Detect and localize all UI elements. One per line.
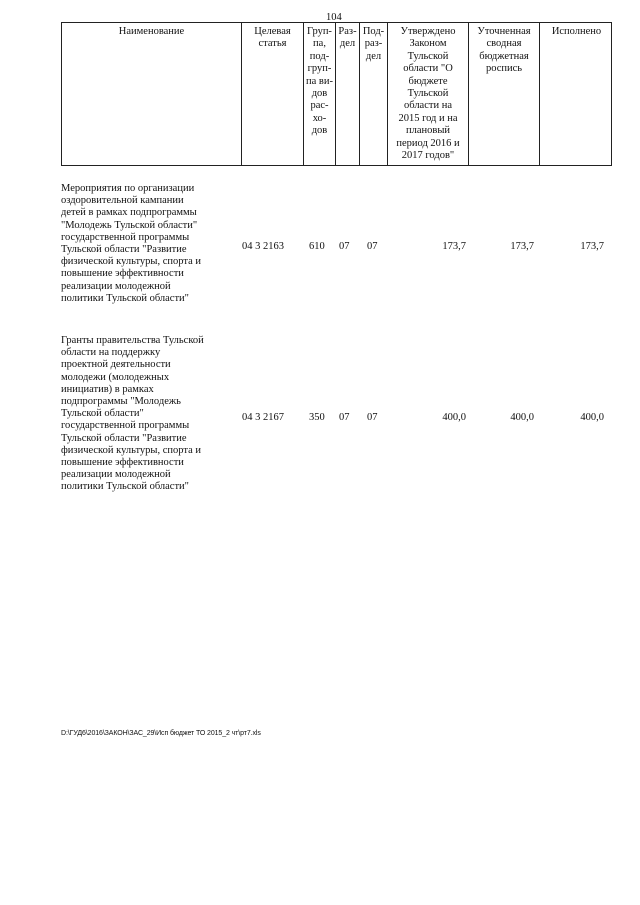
table-row (61, 183, 612, 313)
file-path-footer: D:\ГУД6\2016\ЗАКОН\ЗАС_29\Исп бюджет ТО 2015_2 чт\рт7.xls (61, 730, 261, 737)
row-subsection: 07 (367, 412, 378, 423)
row-refined: 400,0 (510, 412, 534, 423)
row-executed: 173,7 (580, 241, 604, 252)
header-approved: Утверждено Законом Тульской области "О бюджете Тульской области на 2015 год и на плановый период 2016 и 2017 годов" (387, 23, 468, 165)
header-group: Груп- па, под- груп- па ви- дов рас- хо- дов (303, 23, 335, 165)
row-group: 610 (309, 241, 325, 252)
header-refined: Уточненная сводная бюджетная роспись (468, 23, 539, 165)
row-section: 07 (339, 241, 350, 252)
row-target: 04 3 2167 (242, 412, 284, 423)
row-group: 350 (309, 412, 325, 423)
header-subsection: Под- раз- дел (359, 23, 387, 165)
row-approved: 173,7 (442, 241, 466, 252)
page-number: 104 (326, 12, 342, 23)
row-subsection: 07 (367, 241, 378, 252)
row-refined: 173,7 (510, 241, 534, 252)
row-approved: 400,0 (442, 412, 466, 423)
header-section: Раз- дел (335, 23, 359, 165)
header-name: Наименование (118, 26, 185, 37)
table-header (61, 22, 612, 166)
row-name: Гранты правительства Тульской области на поддержку проектной деятельности молодежи (молодежных инициатив) в рамках подпрограммы "Молодежь Тульской области" государственной программы Тульской области "Развитие физической культуры, спорта и повышение эффективности реализации молодежной политики Тульской области" (61, 335, 204, 493)
table-row (61, 335, 612, 507)
header-target: Целевая статья (241, 23, 303, 165)
row-executed: 400,0 (580, 412, 604, 423)
row-name: Мероприятия по организации оздоровительной кампании детей в рамках подпрограммы "Молодежь Тульской области" государственной программы Тульской области "Развитие физической культуры, спорта и повышение эффективности реализации молодежной политики Тульской области" (61, 183, 202, 304)
row-target: 04 3 2163 (242, 241, 284, 252)
header-executed: Исполнено (539, 23, 613, 165)
row-section: 07 (339, 412, 350, 423)
